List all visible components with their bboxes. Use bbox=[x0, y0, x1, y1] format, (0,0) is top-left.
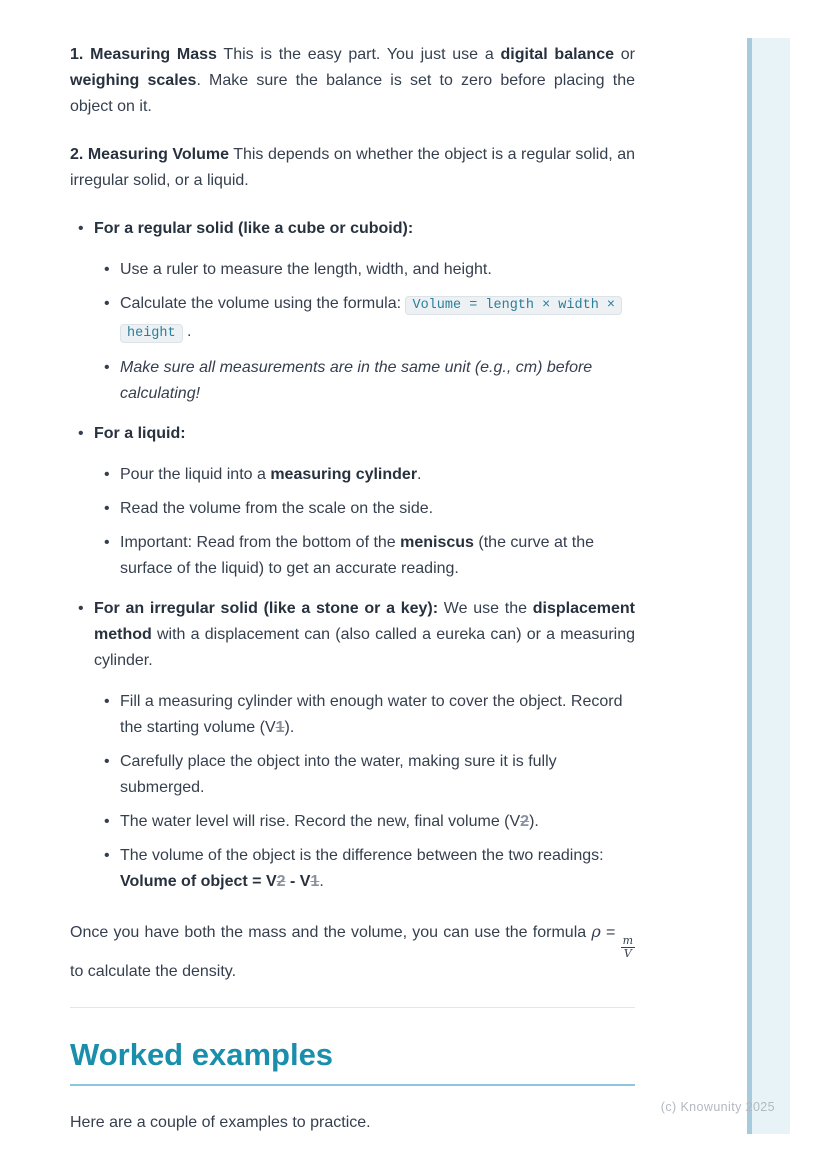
bold-term-digital-balance: digital balance bbox=[500, 46, 614, 63]
bullet-icon bbox=[104, 749, 120, 775]
fraction-numerator: m bbox=[622, 934, 634, 947]
text-run: - V bbox=[285, 873, 311, 890]
worked-examples-heading: Worked examples bbox=[70, 1038, 635, 1086]
measuring-volume-paragraph bbox=[70, 142, 635, 194]
list-item bbox=[94, 530, 635, 582]
text-run: Fill a measuring cylinder with enough water to cover the object. Record the starting volume (V bbox=[120, 693, 623, 736]
text-run: . bbox=[319, 873, 324, 890]
text-run: Read the volume from the scale on the side. bbox=[120, 500, 434, 517]
bullet-icon bbox=[78, 421, 94, 447]
bold-term-weighing-scales: weighing scales bbox=[70, 72, 197, 89]
rho-symbol: ρ bbox=[591, 922, 601, 941]
bold-term-measuring-cylinder: measuring cylinder bbox=[270, 466, 418, 483]
bullet-icon bbox=[78, 216, 94, 242]
text-run: This depends on whether the object is a regular solid, an irregular solid, or a liquid. bbox=[70, 146, 635, 189]
list-item bbox=[94, 749, 635, 801]
volume-formula-code: Volume = length × width × height bbox=[120, 296, 622, 343]
bullet-icon bbox=[104, 843, 120, 869]
text-run: Pour the liquid into a bbox=[120, 466, 271, 483]
text-run: Volume of object = V bbox=[120, 873, 277, 890]
list-item bbox=[94, 291, 635, 347]
measuring-volume-label: 2. Measuring Volume bbox=[70, 146, 229, 163]
text-run: Carefully place the object into the water, making sure it is fully submerged. bbox=[120, 753, 557, 796]
list-item bbox=[94, 462, 635, 488]
subscript-1-struck: 1 bbox=[310, 873, 320, 890]
subscript-2-struck: 2 bbox=[276, 873, 286, 890]
bullet-icon bbox=[104, 689, 120, 715]
irregular-solid-sublist bbox=[94, 689, 635, 895]
text-run: . bbox=[417, 466, 422, 483]
irregular-solid-heading: For an irregular solid (like a stone or a key): bbox=[94, 600, 439, 617]
measuring-mass-label: 1. Measuring Mass bbox=[70, 46, 217, 63]
list-item bbox=[94, 257, 635, 283]
text-run: ). bbox=[529, 813, 539, 830]
bullet-icon bbox=[104, 496, 120, 522]
text-run: Important: Read from the bottom of the bbox=[120, 534, 401, 551]
bullet-icon bbox=[104, 809, 120, 835]
text-run: ). bbox=[284, 719, 295, 736]
text-run: . Make sure the balance is set to zero before placing the object on it. bbox=[70, 72, 635, 115]
text-run: . bbox=[182, 323, 192, 340]
liquid-sublist bbox=[94, 462, 635, 582]
text-run: The water level will rise. Record the new, final volume (V bbox=[120, 813, 521, 830]
list-item-irregular-solid bbox=[70, 596, 635, 903]
regular-solid-sublist bbox=[94, 257, 635, 407]
equals-sign: = bbox=[600, 924, 621, 941]
worked-examples-intro: Here are a couple of examples to practice. bbox=[70, 1114, 371, 1132]
text-run: Use a ruler to measure the length, width, and height. bbox=[120, 261, 492, 278]
watermark: (c) Knowunity 2025 bbox=[660, 1100, 775, 1114]
density-formula-paragraph bbox=[70, 919, 635, 985]
list-item bbox=[94, 355, 635, 407]
text-run: This is the easy part. You just use a bbox=[216, 46, 501, 63]
bullet-icon bbox=[104, 530, 120, 556]
text-run: or bbox=[614, 46, 635, 63]
subscript-2-struck: 2 bbox=[520, 813, 530, 830]
mass-over-volume-fraction bbox=[621, 935, 635, 959]
document-content bbox=[70, 0, 635, 1158]
bullet-icon bbox=[104, 291, 120, 317]
irregular-solid-paragraph bbox=[94, 596, 635, 674]
bold-term-meniscus: meniscus bbox=[400, 534, 474, 551]
section-divider bbox=[70, 1007, 635, 1008]
text-run: with a displacement can (also called a eureka can) or a measuring cylinder. bbox=[94, 626, 635, 669]
text-run: to calculate the density. bbox=[70, 963, 237, 981]
measuring-mass-paragraph bbox=[70, 42, 635, 120]
text-run: We use the bbox=[438, 600, 533, 617]
fraction-denominator: V bbox=[623, 946, 632, 960]
list-item-liquid bbox=[70, 421, 635, 590]
list-item bbox=[94, 496, 635, 522]
text-run: Once you have both the mass and the volume, you can use the formula bbox=[70, 924, 592, 941]
regular-solid-heading: For a regular solid (like a cube or cuboid): bbox=[94, 220, 414, 237]
bullet-icon bbox=[104, 257, 120, 283]
text-run: Calculate the volume using the formula: bbox=[120, 295, 406, 312]
page-edge-highlight-strip bbox=[747, 38, 790, 1134]
units-note-italic: Make sure all measurements are in the same unit (e.g., cm) before calculating! bbox=[120, 359, 593, 402]
bullet-icon bbox=[104, 355, 120, 381]
text-run: (the curve at the surface of the liquid) to get an accurate reading. bbox=[120, 534, 595, 577]
volume-difference-formula bbox=[120, 873, 319, 890]
volume-methods-list bbox=[70, 216, 635, 903]
list-item-regular-solid bbox=[70, 216, 635, 415]
list-item bbox=[94, 809, 635, 835]
bullet-icon bbox=[104, 462, 120, 488]
text-run: The volume of the object is the difference between the two readings: bbox=[120, 847, 604, 864]
bold-term-displacement-method: displacement method bbox=[94, 600, 635, 643]
subscript-1-struck: 1 bbox=[275, 719, 285, 736]
liquid-heading: For a liquid: bbox=[94, 425, 186, 442]
bullet-icon bbox=[78, 596, 94, 622]
list-item bbox=[94, 843, 635, 895]
list-item bbox=[94, 689, 635, 741]
